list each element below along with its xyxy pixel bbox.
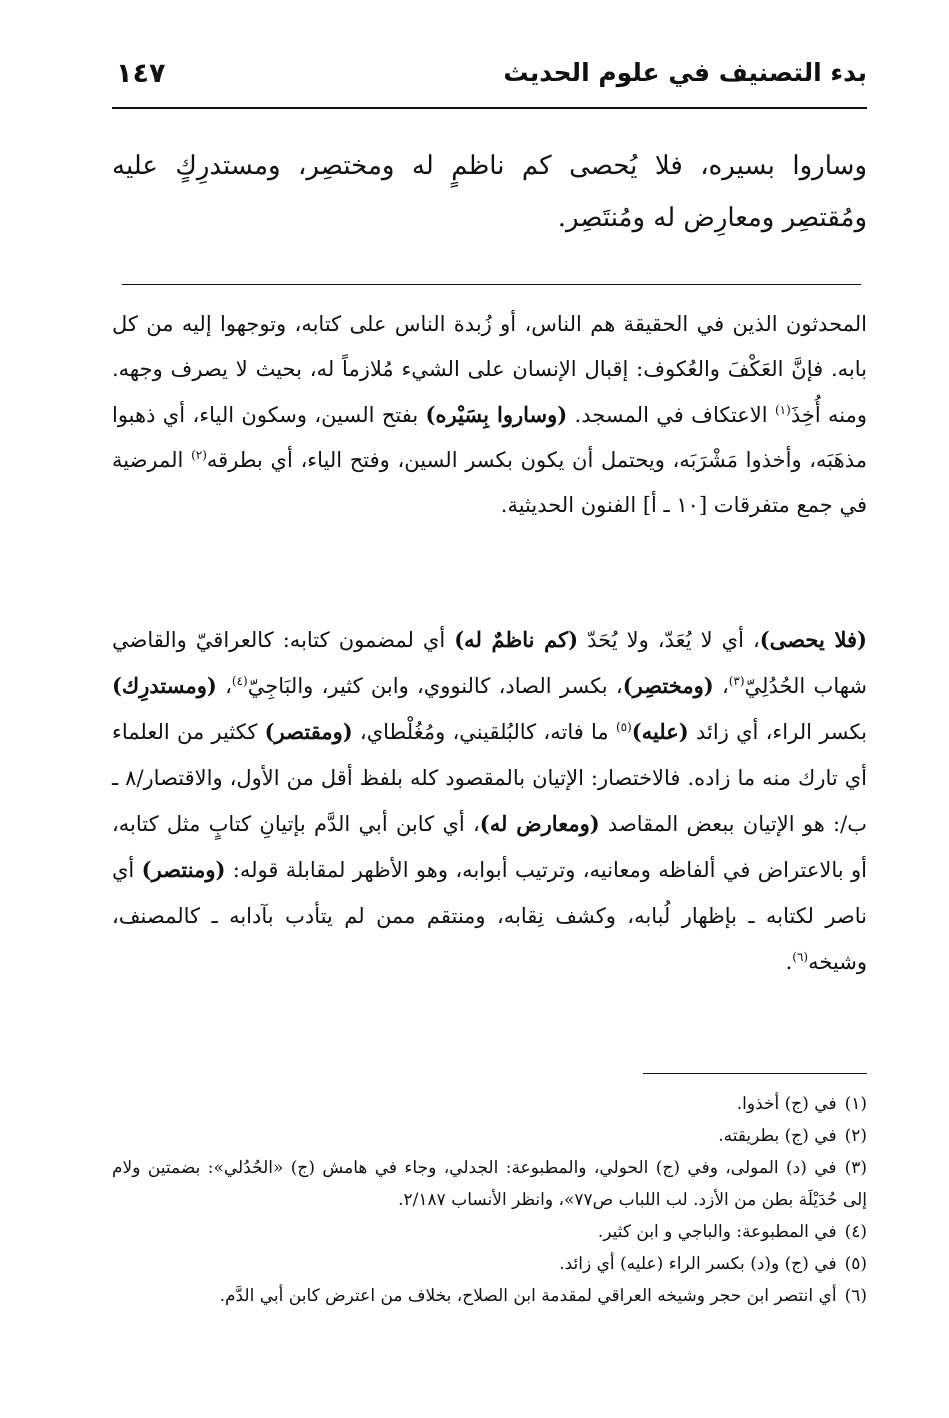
commentary-text: ككثير من العلماء أي تارك منه ما زاده. فالاختصار: الإتيان بالمقصود كله بلفظ أقل من الأول، والاقتصار/٨ ـ ب/: هو الإتيان ببعض المقاصد bbox=[112, 720, 868, 836]
footnote-number: (٦) bbox=[844, 1286, 867, 1306]
quoted-phrase: (ومستدرِك) bbox=[112, 673, 217, 698]
commentary-paragraph bbox=[112, 617, 867, 985]
quoted-phrase: (ومقتصر) bbox=[264, 719, 353, 744]
header-rule bbox=[112, 107, 867, 109]
footnote-number: (١) bbox=[844, 1094, 867, 1114]
commentary-text: بفتح السين، وسكون الياء، أي ذهبوا مذهَبَه، وأخذوا مَشْرَبَه، ويحتمل أن يكون بكسر السين، وفتح الياء، أي بطرقه bbox=[112, 403, 867, 472]
quoted-phrase: (عليه) bbox=[631, 719, 689, 744]
commentary-paragraph bbox=[112, 302, 867, 528]
quoted-phrase: (ومختصِر) bbox=[622, 673, 714, 698]
commentary-text: أي ناصر لكتابه ـ بإظهار لُبابه، وكشف نِقابه، ومنتقم ممن لم يتأدب بآدابه ـ كالمصنف، وشيخه bbox=[112, 858, 867, 974]
footnote-text: أي انتصر ابن حجر وشيخه العراقي لمقدمة ابن الصلاح، بخلاف من اعترض كابن أبي الدَّم. bbox=[219, 1286, 837, 1306]
footnote-ref-5: (٥) bbox=[615, 720, 632, 734]
commentary-text: . bbox=[785, 950, 793, 974]
footnote-number: (٢) bbox=[844, 1126, 867, 1146]
commentary-block-2 bbox=[112, 617, 867, 985]
main-text-paragraph: وساروا بسيره، فلا يُحصى كم ناظمٍ له ومختصِر، ومستدرِكٍ عليه ومُقتصِر ومعارِض له ومُنتَصِر. bbox=[112, 151, 867, 233]
commentary-text: أي لمضمون كتابه: كالعراقيّ والقاضي شهاب الحُدُلِيّ bbox=[112, 628, 867, 698]
quoted-phrase: (ومنتصر) bbox=[141, 857, 226, 882]
footnote-ref-3: (٣) bbox=[728, 674, 745, 688]
footnote-ref-2: (٢) bbox=[191, 448, 207, 462]
footnote bbox=[112, 1280, 867, 1312]
footnote bbox=[112, 1152, 867, 1216]
commentary-text: ، أي كابن أبي الدَّم بإتيانِ كتابٍ مثل كتابه، أو بالاعتراض في ألفاظه ومعانيه، وترتيب أبوابه، وهو الأظهر لمقابلة قوله: bbox=[112, 812, 867, 882]
footnote-ref-6: (٦) bbox=[792, 950, 809, 964]
page-number: ١٤٧ bbox=[116, 58, 166, 89]
running-title: بدء التصنيف في علوم الحديث bbox=[503, 58, 867, 87]
commentary-text: المحدثون الذين في الحقيقة هم الناس، أو زُبدة الناس على كتابه، وتوجهوا إليه من كل بابه. فإنَّ العَكْفَ والعُكوف: إقبال الإنسان على الشيء مُلازماً له، بحيث لا يصرف وجهه. ومنه أُخِذَ bbox=[112, 312, 867, 427]
commentary-text: المرضية في جمع متفرقات [١٠ ـ أ] الفنون الحديثية. bbox=[112, 448, 867, 517]
quoted-phrase: (فلا يحصى) bbox=[759, 627, 867, 652]
footnote-text: في (د) المولى، وفي (ج) الحولي، والمطبوعة: الجدلي، وجاء في هامش (ج) «الحُدُلي»: بضمتين ولام إلى حُدَيْلَة بطن من الأزد. لب اللباب ص٧٧»، وانظر الأنساب ٢/١٨٧. bbox=[112, 1158, 867, 1210]
footnote-rule bbox=[643, 1073, 867, 1074]
footnote bbox=[112, 1248, 867, 1280]
page-header bbox=[112, 52, 867, 102]
main-text bbox=[112, 140, 867, 244]
footnote bbox=[112, 1216, 867, 1248]
footnote-number: (٥) bbox=[844, 1254, 867, 1274]
commentary-block-1 bbox=[112, 302, 867, 528]
footnote-text: في (ج) بطريقته. bbox=[718, 1126, 837, 1146]
quoted-phrase: (ومعارض له) bbox=[479, 811, 600, 836]
footnote bbox=[112, 1088, 867, 1120]
footnote-text: في (ج) أخذوا. bbox=[736, 1094, 837, 1114]
commentary-text: الاعتكاف في المسجد. bbox=[567, 403, 775, 427]
commentary-text: ، bbox=[713, 674, 729, 698]
footnote bbox=[112, 1120, 867, 1152]
commentary-text: ما فاته، كالبُلقيني، ومُغُلْطاي، bbox=[352, 720, 616, 744]
footnote-ref-1: (١) bbox=[774, 403, 791, 417]
commentary-text: بكسر الراء، أي زائد bbox=[688, 720, 867, 744]
footnote-ref-4: (٤) bbox=[231, 674, 248, 688]
quoted-phrase: (وساروا بِسَيْره) bbox=[425, 402, 568, 427]
text-separator-rule bbox=[122, 284, 861, 285]
commentary-text: ، bbox=[216, 674, 232, 698]
footnote-number: (٤) bbox=[844, 1222, 867, 1242]
footnotes bbox=[112, 1088, 867, 1312]
quoted-phrase: (كم ناظمٌ له) bbox=[454, 627, 579, 652]
commentary-text: ، بكسر الصاد، كالنووي، وابن كثير، والبَاجِيّ bbox=[247, 674, 623, 698]
footnote-number: (٣) bbox=[844, 1158, 867, 1178]
footnote-text: في (ج) و(د) بكسر الراء (عليه) أي زائد. bbox=[559, 1254, 837, 1274]
commentary-text: ، أي لا يُعَدّ، ولا يُحَدّ bbox=[578, 628, 760, 652]
footnote-text: في المطبوعة: والباجي و ابن كثير. bbox=[597, 1222, 837, 1242]
